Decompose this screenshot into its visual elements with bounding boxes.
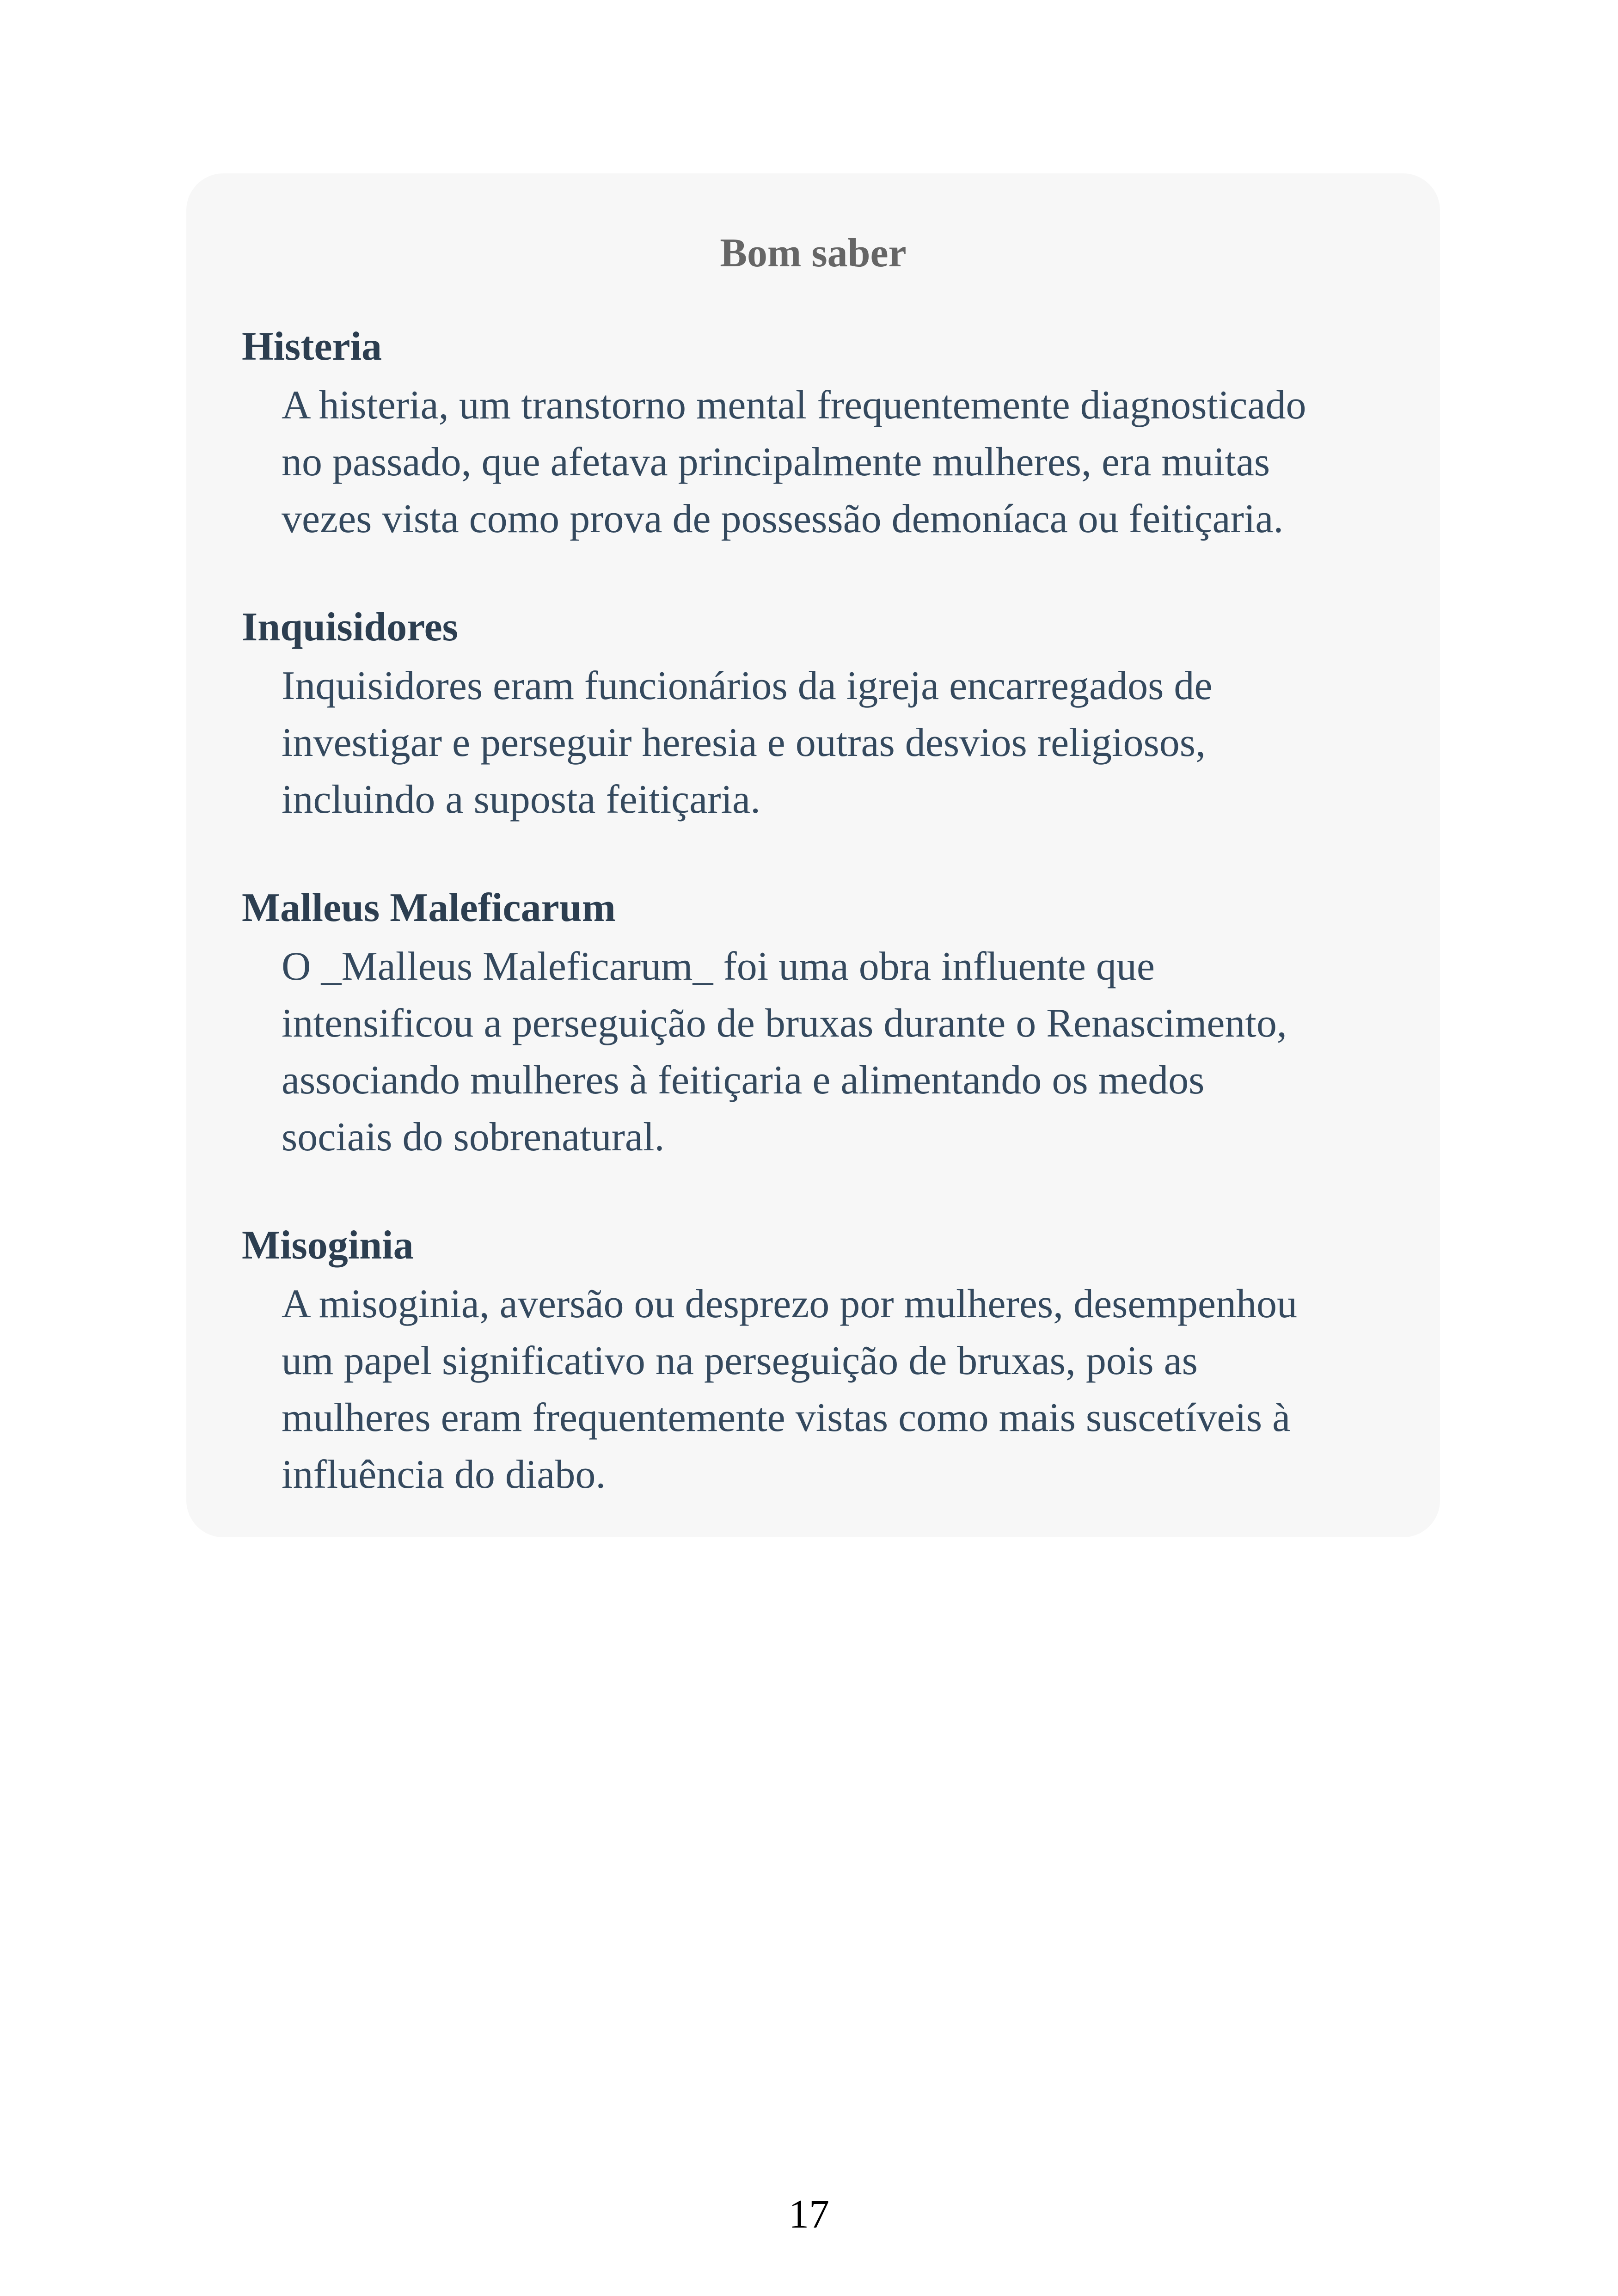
definition-misoginia <box>282 1276 1397 1503</box>
definition-line: um papel significativo na perseguição de bruxas, pois as <box>282 1338 1198 1383</box>
definition-line: intensificou a perseguição de bruxas durante o Renascimento, <box>282 1001 1287 1046</box>
definition-line: O _Malleus Maleficarum_ foi uma obra influente que <box>282 944 1155 989</box>
term-misoginia: Misoginia <box>242 1223 414 1268</box>
callout-box <box>186 173 1440 1537</box>
page-number: 17 <box>789 2192 829 2237</box>
definition-inquisidores <box>282 657 1397 828</box>
callout-title: Bom saber <box>720 231 907 276</box>
definition-line: A misoginia, aversão ou desprezo por mulheres, desempenhou <box>282 1282 1297 1326</box>
definition-line: mulheres eram frequentemente vistas como mais suscetíveis à <box>282 1395 1291 1440</box>
definition-line: influência do diabo. <box>282 1452 606 1497</box>
definition-entry-malleus-maleficarum <box>242 883 1397 1166</box>
definition-line: sociais do sobrenatural. <box>282 1115 665 1160</box>
definition-line: A histeria, um transtorno mental frequentemente diagnosticado <box>282 383 1306 428</box>
term-malleus-maleficarum: Malleus Maleficarum <box>242 885 616 930</box>
term-inquisidores: Inquisidores <box>242 605 458 650</box>
definition-entry-inquisidores <box>242 602 1397 828</box>
definition-line: associando mulheres à feitiçaria e alimentando os medos <box>282 1058 1205 1103</box>
definition-list <box>242 321 1397 1503</box>
definition-malleus-maleficarum <box>282 938 1397 1166</box>
term-histeria: Histeria <box>242 324 382 369</box>
definition-line: no passado, que afetava principalmente mulheres, era muitas <box>282 440 1270 485</box>
definition-line: vezes vista como prova de possessão demoníaca ou feitiçaria. <box>282 497 1284 541</box>
definition-line: incluindo a suposta feitiçaria. <box>282 777 761 822</box>
definition-entry-misoginia <box>242 1220 1397 1503</box>
definition-line: investigar e perseguir heresia e outras desvios religiosos, <box>282 720 1206 765</box>
definition-entry-histeria <box>242 321 1397 547</box>
definition-line: Inquisidores eram funcionários da igreja encarregados de <box>282 663 1213 708</box>
definition-histeria <box>282 377 1397 547</box>
